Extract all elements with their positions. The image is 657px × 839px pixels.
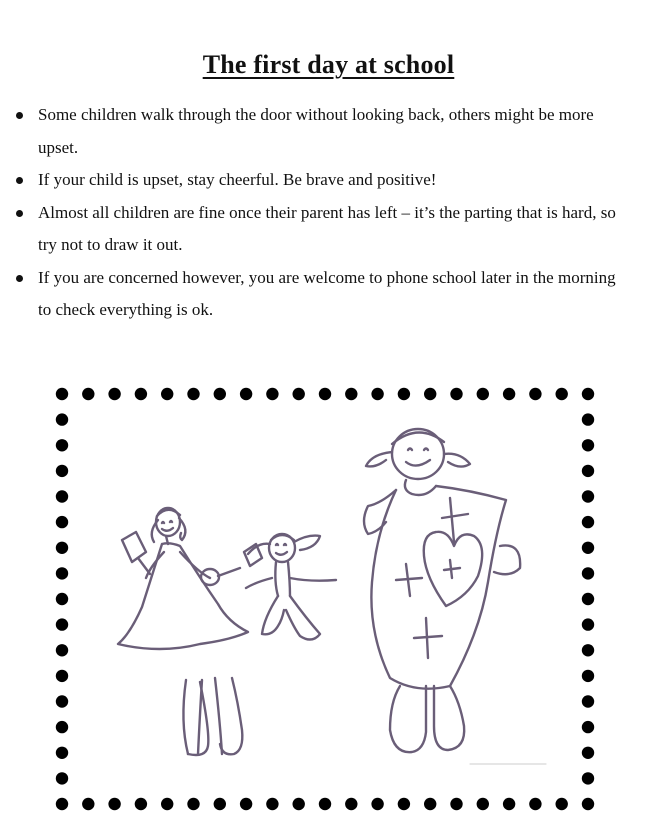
border-dot — [582, 593, 594, 605]
list-item-text: Almost all children are fine once their parent has left – it’s the parting that is hard, so try not to draw it out. — [38, 202, 616, 254]
border-dot — [56, 747, 68, 759]
border-dot — [187, 388, 199, 400]
border-dot — [82, 798, 94, 810]
border-dot — [398, 388, 410, 400]
border-dot — [187, 798, 199, 810]
border-dot — [293, 388, 305, 400]
border-dot — [556, 388, 568, 400]
figures — [118, 429, 546, 764]
border-dot — [56, 465, 68, 477]
border-dot — [56, 618, 68, 630]
border-dot — [56, 670, 68, 682]
border-dot — [56, 593, 68, 605]
border-dot — [371, 798, 383, 810]
border-dot — [582, 413, 594, 425]
border-dot — [582, 490, 594, 502]
list-item — [12, 164, 632, 197]
border-dot — [477, 798, 489, 810]
border-dot — [582, 388, 594, 400]
border-dot — [108, 388, 120, 400]
adult-figure — [364, 429, 520, 752]
border-dot — [582, 618, 594, 630]
page-title: The first day at school — [202, 50, 455, 79]
border-dot — [582, 798, 594, 810]
border-dot — [161, 388, 173, 400]
child-figure — [244, 534, 336, 640]
tips-list — [12, 99, 632, 327]
bullet-icon — [16, 112, 23, 119]
border-dot — [56, 439, 68, 451]
border-dot — [56, 798, 68, 810]
list-item-text: If your child is upset, stay cheerful. Be brave and positive! — [38, 170, 437, 189]
list-item-text: Some children walk through the door without looking back, others might be more upset. — [38, 105, 594, 157]
bullet-icon — [16, 177, 23, 184]
border-dot — [135, 388, 147, 400]
border-dot — [214, 798, 226, 810]
bullet-icon — [16, 210, 23, 217]
woman-figure — [118, 508, 248, 755]
border-dot — [371, 388, 383, 400]
border-dot — [398, 798, 410, 810]
border-dot — [56, 695, 68, 707]
border-dot — [135, 798, 147, 810]
border-dot — [582, 516, 594, 528]
border-dot — [450, 388, 462, 400]
border-dot — [319, 798, 331, 810]
border-dot — [319, 388, 331, 400]
border-dot — [529, 388, 541, 400]
border-dot — [56, 721, 68, 733]
list-item — [12, 99, 632, 164]
border-dot — [582, 542, 594, 554]
border-dot — [56, 542, 68, 554]
border-dot — [345, 388, 357, 400]
border-dot — [582, 465, 594, 477]
border-dot — [477, 388, 489, 400]
border-dot — [582, 695, 594, 707]
border-dot — [503, 388, 515, 400]
border-dot — [582, 747, 594, 759]
border-dot — [56, 567, 68, 579]
bullet-icon — [16, 275, 23, 282]
border-dot — [56, 490, 68, 502]
border-dot — [450, 798, 462, 810]
border-dot — [345, 798, 357, 810]
border-dot — [56, 772, 68, 784]
border-dot — [56, 644, 68, 656]
border-dot — [266, 798, 278, 810]
border-dot — [161, 798, 173, 810]
border-dot — [556, 798, 568, 810]
border-dot — [424, 798, 436, 810]
list-item — [12, 262, 632, 327]
list-item-text: If you are concerned however, you are welcome to phone school later in the morning to check everything is ok. — [38, 267, 616, 319]
border-dot — [56, 516, 68, 528]
border-dot — [582, 644, 594, 656]
border-dot — [108, 798, 120, 810]
child-drawing-illustration — [50, 382, 610, 822]
border-dot — [56, 413, 68, 425]
border-dot — [582, 772, 594, 784]
list-item — [12, 197, 632, 262]
border-dot — [582, 439, 594, 451]
dotted-border — [56, 388, 594, 810]
border-dot — [424, 388, 436, 400]
border-dot — [82, 388, 94, 400]
border-dot — [240, 388, 252, 400]
border-dot — [503, 798, 515, 810]
border-dot — [582, 567, 594, 579]
border-dot — [582, 721, 594, 733]
border-dot — [214, 388, 226, 400]
border-dot — [582, 670, 594, 682]
border-dot — [240, 798, 252, 810]
border-dot — [529, 798, 541, 810]
border-dot — [266, 388, 278, 400]
border-dot — [293, 798, 305, 810]
border-dot — [56, 388, 68, 400]
